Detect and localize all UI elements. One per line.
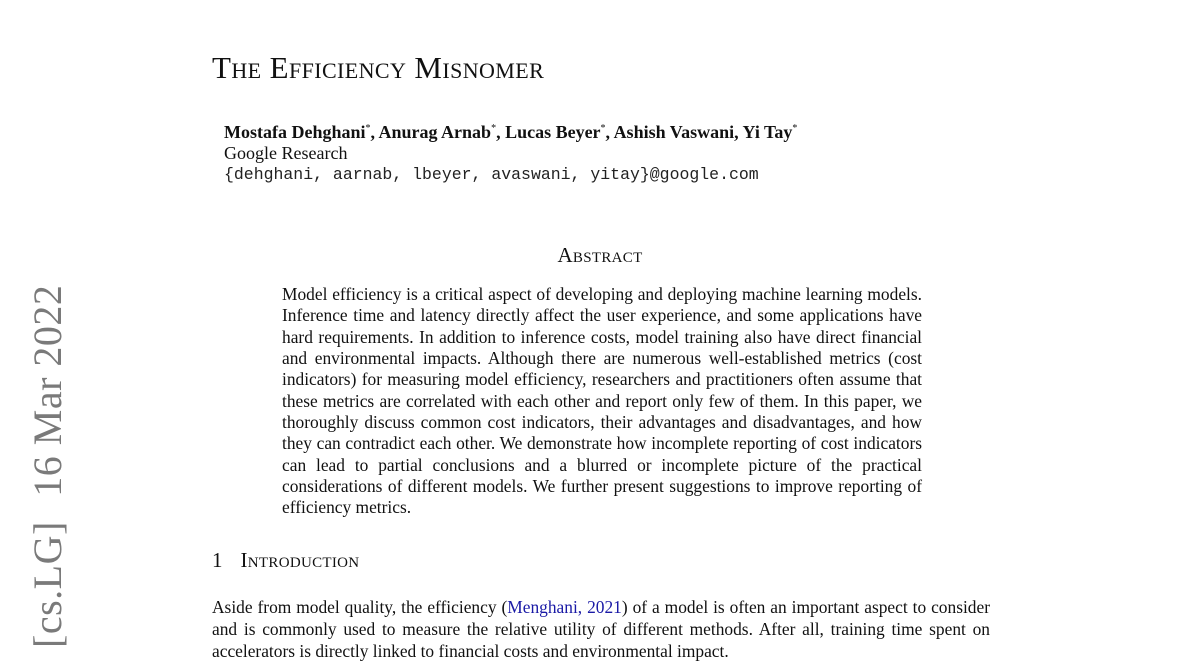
author-name: Anurag Arnab <box>378 122 492 142</box>
introduction-body <box>212 596 990 662</box>
abstract-body: Model efficiency is a critical aspect of developing and deploying machine learning models. Inference time and latency directly affect the user experience, and some applications have hard requirements. In addition to inference costs, model training also have direct financial and environmental impacts. Although there are numerous well-established metrics (cost indicators) for measuring model efficiency, researchers and practitioners often assume that these metrics are correlated with each other and report only few of them. In this paper, we thoroughly discuss common cost indicators, their advantages and disadvantages, and how they can contradict each other. We demonstrate how incomplete reporting of cost indicators can lead to partial conclusions and a blurred or incomplete picture of the practical considerations of different models. We further present suggestions to improve reporting of efficiency metrics. <box>282 284 922 518</box>
arxiv-category: [cs.LG] <box>25 521 70 648</box>
introduction-text: ) of a model is often an important aspect to consider and is commonly used to measure the relative utility of different methods. After all, training time spent on accelerators is directly linked to financial costs and environmental impact. <box>212 597 991 661</box>
arxiv-identifier <box>25 284 70 648</box>
affiliation: Google Research <box>224 143 348 163</box>
section-number: 1 <box>212 548 223 572</box>
author-name: Mostafa Dehghani <box>224 122 366 142</box>
author-name: Lucas Beyer <box>505 122 601 142</box>
author-list: Mostafa Dehghani*, Anurag Arnab*, Lucas Beyer*, Ashish Vaswani, Yi Tay* <box>224 122 798 142</box>
author-equal-contribution-mark: * <box>491 123 497 134</box>
section-title: Introduction <box>240 548 360 572</box>
author-name: Yi Tay <box>742 122 793 142</box>
author-equal-contribution-mark: * <box>600 123 606 134</box>
author-equal-contribution-mark: * <box>792 123 798 134</box>
author-equal-contribution-mark: * <box>365 123 371 134</box>
section-heading-introduction <box>212 546 359 574</box>
arxiv-date: 16 Mar 2022 <box>25 284 70 497</box>
citation-link-menghani-2021[interactable]: Menghani, 2021 <box>507 597 622 617</box>
introduction-text: Aside from model quality, the efficiency ( <box>212 597 508 617</box>
author-emails: {dehghani, aarnab, lbeyer, avaswani, yitay}@google.com <box>224 165 759 184</box>
author-block <box>224 122 797 185</box>
paper-title: The Efficiency Misnomer <box>212 50 545 85</box>
author-name: Ashish Vaswani <box>613 122 735 142</box>
abstract-heading: Abstract <box>557 243 643 267</box>
